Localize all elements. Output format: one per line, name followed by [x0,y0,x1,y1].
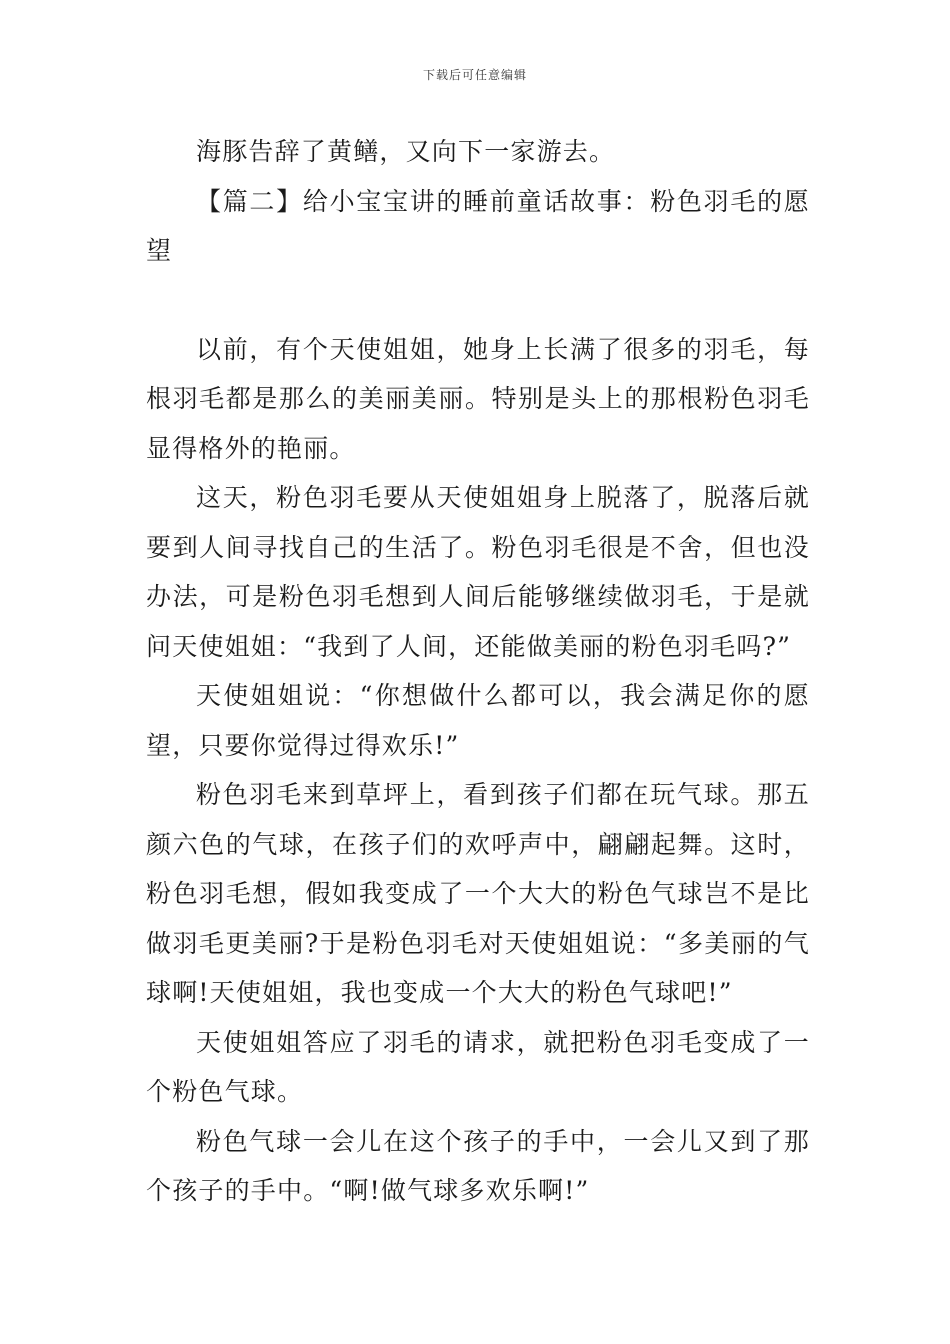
section-title: 【篇二】给小宝宝讲的睡前童话故事：粉色羽毛的愿望 [146,186,810,265]
paragraph: 这天，粉色羽毛要从天使姐姐身上脱落了，脱落后就要到人间寻找自己的生活了。粉色羽毛很是不舍，但也没办法，可是粉色羽毛想到人间后能够继续做羽毛，于是就问天使姐姐：“我到了人间，还能做美丽的粉色羽毛吗?” [146,483,810,661]
document-body [146,127,810,1216]
paragraph: 以前，有个天使姐姐，她身上长满了很多的羽毛，每根羽毛都是那么的美丽美丽。特别是头上的那根粉色羽毛显得格外的艳丽。 [146,334,810,463]
page-header: 下载后可任意编辑 [422,68,527,82]
paragraph: 天使姐姐答应了羽毛的请求，就把粉色羽毛变成了一个粉色气球。 [146,1027,810,1106]
paragraph: 粉色气球一会儿在这个孩子的手中，一会儿又到了那个孩子的手中。“啊!做气球多欢乐啊!” [146,1126,810,1205]
paragraph: 粉色羽毛来到草坪上，看到孩子们都在玩气球。那五颜六色的气球，在孩子们的欢呼声中，翩翩起舞。这时，粉色羽毛想，假如我变成了一个大大的粉色气球岂不是比做羽毛更美丽?于是粉色羽毛对天使姐姐说：“多美丽的气球啊!天使姐姐，我也变成一个大大的粉色气球吧!” [146,780,810,1007]
paragraph: 天使姐姐说：“你想做什么都可以，我会满足你的愿望，只要你觉得过得欢乐!” [146,681,810,760]
paragraph: 海豚告辞了黄鳝，又向下一家游去。 [196,137,616,166]
